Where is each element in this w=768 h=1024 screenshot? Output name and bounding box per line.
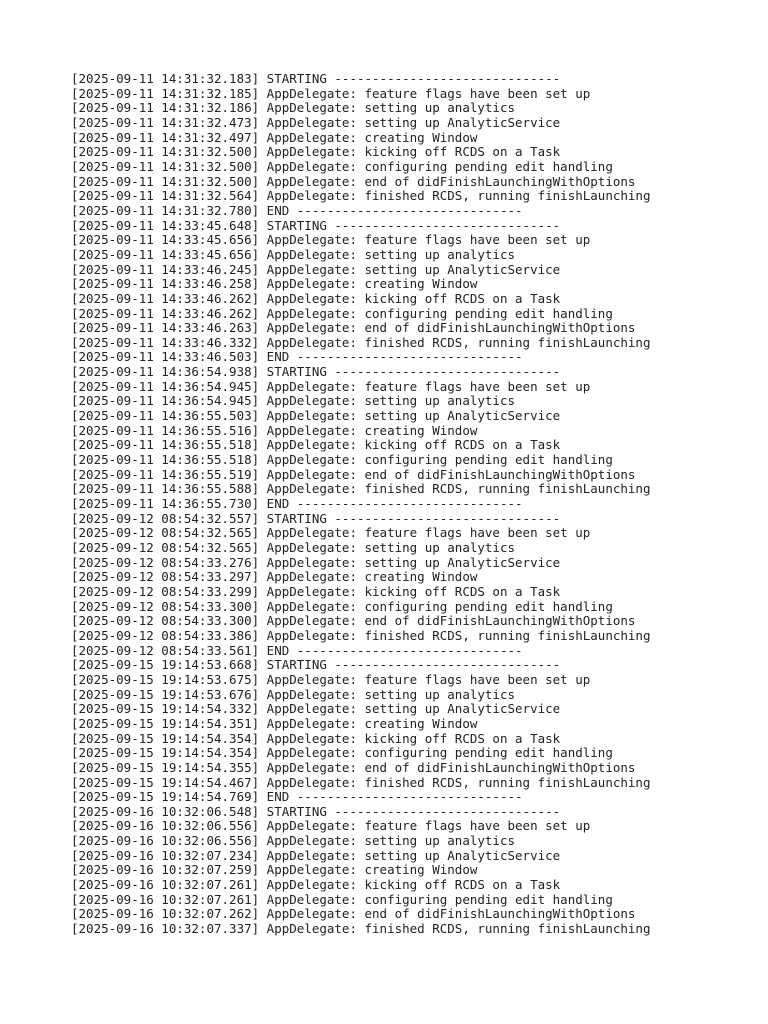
log-line: [2025-09-11 14:33:46.263] AppDelegate: end of didFinishLaunchingWithOptions — [71, 320, 636, 336]
log-line: [2025-09-11 14:31:32.473] AppDelegate: setting up AnalyticService — [71, 114, 561, 130]
log-line: [2025-09-12 08:54:33.300] AppDelegate: end of didFinishLaunchingWithOptions — [71, 613, 636, 629]
log-line: [2025-09-11 14:33:46.503] END ------------------------------ — [71, 349, 523, 365]
log-line: [2025-09-12 08:54:32.565] AppDelegate: feature flags have been set up — [71, 525, 591, 541]
log-line: [2025-09-15 19:14:54.332] AppDelegate: setting up AnalyticService — [71, 701, 561, 717]
log-line: [2025-09-15 19:14:54.354] AppDelegate: kicking off RCDS on a Task — [71, 730, 561, 746]
log-line: [2025-09-11 14:31:32.183] STARTING ------------------------------ — [71, 71, 561, 86]
log-line: [2025-09-11 14:33:46.245] AppDelegate: setting up AnalyticService — [71, 261, 561, 277]
log-line: [2025-09-12 08:54:33.276] AppDelegate: setting up AnalyticService — [71, 554, 561, 570]
log-line: [2025-09-12 08:54:32.565] AppDelegate: setting up analytics — [71, 540, 516, 555]
log-line: [2025-09-11 14:31:32.500] AppDelegate: configuring pending edit handling — [71, 158, 613, 174]
log-line: [2025-09-16 10:32:07.262] AppDelegate: end of didFinishLaunchingWithOptions — [71, 906, 636, 922]
log-line: [2025-09-16 10:32:06.556] AppDelegate: setting up analytics — [71, 833, 516, 849]
log-line: [2025-09-11 14:31:32.564] AppDelegate: finished RCDS, running finishLaunching — [71, 188, 651, 204]
log-line: [2025-09-11 14:33:45.656] AppDelegate: feature flags have been set up — [71, 232, 591, 248]
log-line: [2025-09-11 14:33:46.262] AppDelegate: kicking off RCDS on a Task — [71, 290, 561, 306]
log-line: [2025-09-11 14:36:54.945] AppDelegate: setting up analytics — [71, 393, 516, 409]
log-line: [2025-09-11 14:31:32.185] AppDelegate: feature flags have been set up — [71, 85, 591, 101]
log-line: [2025-09-11 14:33:46.262] AppDelegate: configuring pending edit handling — [71, 305, 613, 321]
log-line: [2025-09-11 14:36:54.945] AppDelegate: feature flags have been set up — [71, 378, 591, 394]
log-line: [2025-09-12 08:54:33.297] AppDelegate: creating Window — [71, 569, 478, 585]
log-line: [2025-09-11 14:31:32.780] END ------------------------------ — [71, 202, 523, 218]
log-line: [2025-09-16 10:32:07.337] AppDelegate: finished RCDS, running finishLaunching — [71, 921, 651, 937]
log-line: [2025-09-11 14:33:45.656] AppDelegate: setting up analytics — [71, 246, 516, 262]
log-line: [2025-09-11 14:36:55.503] AppDelegate: setting up AnalyticService — [71, 408, 561, 424]
log-line: [2025-09-11 14:36:55.519] AppDelegate: end of didFinishLaunchingWithOptions — [71, 466, 636, 482]
log-line: [2025-09-15 19:14:54.354] AppDelegate: configuring pending edit handling — [71, 745, 613, 761]
log-line: [2025-09-12 08:54:33.561] END ------------------------------ — [71, 642, 523, 658]
log-line: [2025-09-16 10:32:07.261] AppDelegate: configuring pending edit handling — [71, 891, 613, 907]
log-line: [2025-09-11 14:31:32.500] AppDelegate: end of didFinishLaunchingWithOptions — [71, 173, 636, 189]
log-line: [2025-09-16 10:32:07.261] AppDelegate: kicking off RCDS on a Task — [71, 877, 561, 893]
log-line: [2025-09-15 19:14:54.769] END ------------------------------ — [71, 789, 523, 805]
log-line: [2025-09-15 19:14:53.675] AppDelegate: feature flags have been set up — [71, 671, 591, 687]
log-line: [2025-09-11 14:36:55.730] END ------------------------------ — [71, 496, 523, 512]
log-line: [2025-09-11 14:33:46.332] AppDelegate: finished RCDS, running finishLaunching — [71, 334, 651, 350]
log-line: [2025-09-16 10:32:07.259] AppDelegate: creating Window — [71, 862, 478, 878]
log-line: [2025-09-12 08:54:33.386] AppDelegate: finished RCDS, running finishLaunching — [71, 627, 651, 643]
log-line: [2025-09-15 19:14:54.467] AppDelegate: finished RCDS, running finishLaunching — [71, 774, 651, 790]
log-line: [2025-09-16 10:32:07.234] AppDelegate: setting up AnalyticService — [71, 847, 561, 863]
log-line: [2025-09-11 14:36:54.938] STARTING ------------------------------ — [71, 364, 561, 380]
log-line: [2025-09-11 14:31:32.500] AppDelegate: kicking off RCDS on a Task — [71, 144, 561, 160]
log-line: [2025-09-16 10:32:06.556] AppDelegate: feature flags have been set up — [71, 818, 591, 834]
log-line: [2025-09-11 14:31:32.497] AppDelegate: creating Window — [71, 129, 478, 145]
log-line: [2025-09-16 10:32:06.548] STARTING ------------------------------ — [71, 803, 561, 819]
log-line: [2025-09-12 08:54:33.300] AppDelegate: configuring pending edit handling — [71, 598, 613, 614]
log-line: [2025-09-11 14:36:55.516] AppDelegate: creating Window — [71, 422, 478, 438]
log-line: [2025-09-15 19:14:54.355] AppDelegate: end of didFinishLaunchingWithOptions — [71, 759, 636, 775]
log-line: [2025-09-12 08:54:33.299] AppDelegate: kicking off RCDS on a Task — [71, 583, 561, 599]
log-line: [2025-09-11 14:36:55.518] AppDelegate: configuring pending edit handling — [71, 452, 613, 468]
log-line: [2025-09-15 19:14:54.351] AppDelegate: creating Window — [71, 715, 478, 731]
log-line: [2025-09-11 14:33:45.648] STARTING ------------------------------ — [71, 217, 561, 233]
log-view — [71, 72, 751, 937]
log-line: [2025-09-11 14:36:55.518] AppDelegate: kicking off RCDS on a Task — [71, 437, 561, 453]
log-line: [2025-09-11 14:36:55.588] AppDelegate: finished RCDS, running finishLaunching — [71, 481, 651, 497]
log-line: [2025-09-15 19:14:53.676] AppDelegate: setting up analytics — [71, 686, 516, 702]
log-line: [2025-09-11 14:33:46.258] AppDelegate: creating Window — [71, 276, 478, 292]
log-line: [2025-09-11 14:31:32.186] AppDelegate: setting up analytics — [71, 100, 516, 116]
log-line: [2025-09-12 08:54:32.557] STARTING ------------------------------ — [71, 510, 561, 526]
log-line: [2025-09-15 19:14:53.668] STARTING ------------------------------ — [71, 657, 561, 673]
